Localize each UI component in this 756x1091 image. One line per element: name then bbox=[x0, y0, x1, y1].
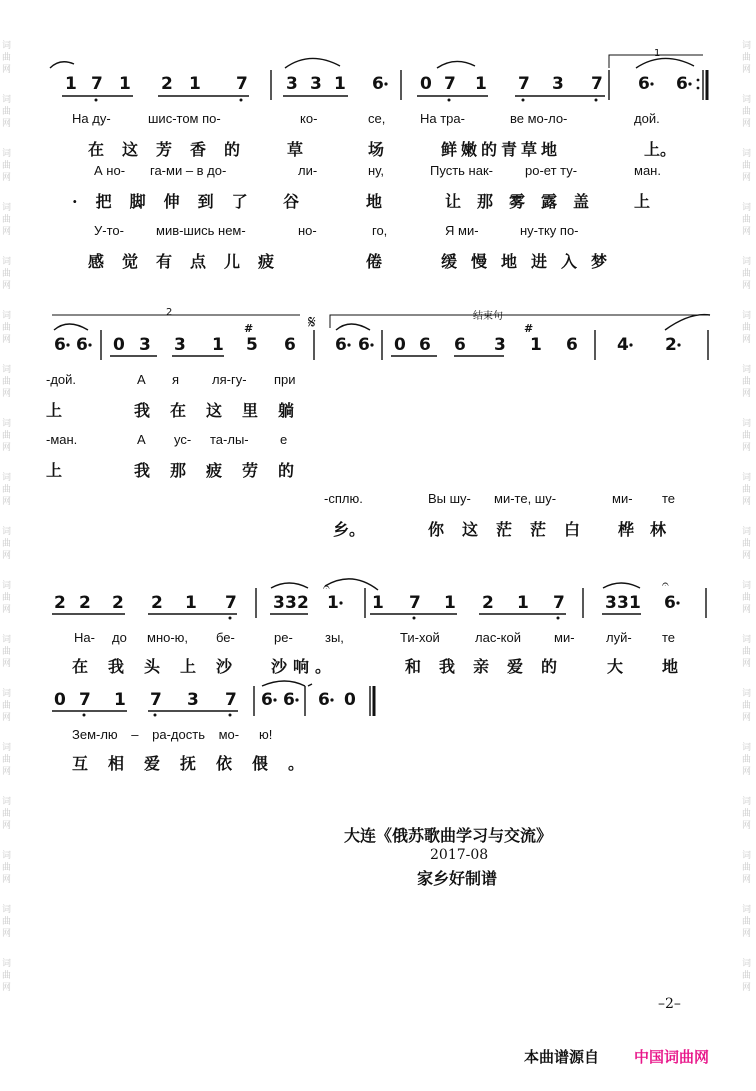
watermark-char: 网 bbox=[2, 767, 12, 777]
watermark-char: 词 bbox=[2, 95, 12, 105]
note: 1 bbox=[212, 335, 224, 355]
note: 1 bbox=[475, 74, 487, 94]
note: 3 bbox=[310, 74, 322, 94]
lyric-ru: На тра- bbox=[420, 111, 465, 126]
watermark-char: 词 bbox=[2, 41, 12, 51]
watermark-char: 网 bbox=[742, 605, 752, 615]
lyric-ru: ус- bbox=[174, 432, 192, 447]
watermark-char: 词 bbox=[2, 797, 12, 807]
credit-date: 2017-08 bbox=[430, 847, 489, 863]
lyric-zh: 上 bbox=[634, 192, 651, 211]
lyric-ru: те bbox=[662, 491, 676, 506]
watermark-char: 曲 bbox=[2, 593, 12, 603]
watermark-char: 词 bbox=[2, 635, 12, 645]
note: 6 bbox=[318, 690, 330, 710]
watermark-char: 词 bbox=[742, 797, 752, 807]
lyric-ru: те bbox=[662, 630, 676, 645]
note: 3 bbox=[494, 335, 506, 355]
lyric-zh: 沙响。 bbox=[271, 657, 338, 676]
lyric-ru: Зем-лю – ра-дость мо- bbox=[72, 727, 240, 742]
lyric-ru: дой. bbox=[634, 111, 660, 126]
note: 7 bbox=[225, 593, 237, 613]
watermark-char: 词 bbox=[2, 311, 12, 321]
lyric-ru: ко- bbox=[300, 111, 318, 126]
note: 2 bbox=[482, 593, 494, 613]
watermark-char: 网 bbox=[742, 929, 752, 939]
credit-source: 大连《俄苏歌曲学习与交流》 bbox=[344, 826, 553, 845]
note: 6 bbox=[54, 335, 66, 355]
note: 0 bbox=[54, 690, 66, 710]
note: 1 bbox=[334, 74, 346, 94]
note: 1 bbox=[530, 335, 542, 355]
fermata-sign: 𝄐 bbox=[323, 580, 330, 594]
lyric-zh: 和我亲爱的 bbox=[405, 657, 576, 676]
watermark-char: 网 bbox=[2, 983, 12, 993]
watermark-char: 网 bbox=[742, 443, 752, 453]
lyric-zh: 谷 bbox=[283, 192, 300, 211]
watermark-char: 曲 bbox=[742, 161, 752, 171]
watermark-char: 词 bbox=[2, 689, 12, 699]
watermark-char: 曲 bbox=[2, 809, 12, 819]
lyric-ru: -сплю. bbox=[324, 491, 363, 506]
watermark-char: 词 bbox=[742, 419, 752, 429]
watermark-char: 曲 bbox=[2, 161, 12, 171]
note: 6 bbox=[372, 74, 384, 94]
note: 1 bbox=[629, 593, 641, 613]
watermark-char: 网 bbox=[742, 173, 752, 183]
lyric-ru: ве мо-ло- bbox=[510, 111, 568, 126]
note: 6 bbox=[419, 335, 431, 355]
watermark-char: 曲 bbox=[742, 701, 752, 711]
fermata-sign: 𝄐 bbox=[662, 577, 669, 591]
note: 3 bbox=[174, 335, 186, 355]
note: 7 bbox=[91, 74, 103, 94]
note: 6 bbox=[664, 593, 676, 613]
watermark-char: 网 bbox=[2, 227, 12, 237]
lyric-ru: лас-кой bbox=[475, 630, 521, 645]
watermark-char: 词 bbox=[742, 959, 752, 969]
watermark-char: 网 bbox=[742, 875, 752, 885]
note: 7 bbox=[553, 593, 565, 613]
watermark-char: 网 bbox=[742, 65, 752, 75]
watermark-char: 词 bbox=[2, 959, 12, 969]
watermark-char: 曲 bbox=[2, 863, 12, 873]
lyric-ru: мив-шись нем- bbox=[156, 223, 246, 238]
lyric-ru: при bbox=[274, 372, 296, 387]
note: 7 bbox=[409, 593, 421, 613]
note: 3 bbox=[187, 690, 199, 710]
watermark-char: 网 bbox=[742, 821, 752, 831]
watermark-char: 曲 bbox=[2, 53, 12, 63]
watermark-char: 网 bbox=[2, 335, 12, 345]
watermark-char: 网 bbox=[2, 659, 12, 669]
watermark-char: 词 bbox=[742, 365, 752, 375]
note: 6 bbox=[283, 690, 295, 710]
lyric-zh: 我那疲劳的 bbox=[134, 461, 315, 480]
watermark-char: 网 bbox=[742, 713, 752, 723]
lyric-zh: 上 bbox=[46, 401, 63, 420]
volta-number: 1 bbox=[654, 48, 661, 59]
watermark-char: 曲 bbox=[742, 107, 752, 117]
watermark-char: 网 bbox=[2, 875, 12, 885]
note: 6 bbox=[284, 335, 296, 355]
watermark-char: 词 bbox=[2, 257, 12, 267]
lyric-zh: 大 bbox=[607, 657, 624, 676]
note: 2 bbox=[112, 593, 124, 613]
lyric-ru: та-лы- bbox=[210, 432, 249, 447]
lyric-ru: ля-гу- bbox=[212, 372, 247, 387]
lyric-ru: Я ми- bbox=[445, 223, 479, 238]
note: 0 bbox=[344, 690, 356, 710]
note: 7 bbox=[225, 690, 237, 710]
note: 6 bbox=[261, 690, 273, 710]
lyric-ru: ми- bbox=[554, 630, 575, 645]
source-site-link[interactable]: 中国词曲网 bbox=[634, 1048, 710, 1066]
note: 3 bbox=[605, 593, 617, 613]
lyric-zh: 地 bbox=[662, 657, 679, 676]
lyric-ru: ре- bbox=[274, 630, 293, 645]
lyric-ru: Ти-хой bbox=[400, 630, 440, 645]
watermark-char: 词 bbox=[2, 851, 12, 861]
lyric-zh: 倦 bbox=[366, 252, 383, 271]
watermark-char: 词 bbox=[2, 473, 12, 483]
watermark-char: 词 bbox=[2, 581, 12, 591]
lyric-ru: ю! bbox=[259, 727, 273, 742]
note: 1 bbox=[327, 593, 339, 613]
lyric-zh: 地 bbox=[366, 192, 383, 211]
lyric-ru: А bbox=[137, 372, 146, 387]
lyric-zh: ·把脚伸到了 bbox=[72, 192, 266, 211]
watermark-char: 网 bbox=[742, 767, 752, 777]
watermark-char: 词 bbox=[742, 851, 752, 861]
watermark-char: 曲 bbox=[742, 863, 752, 873]
watermark-char: 网 bbox=[2, 119, 12, 129]
lyric-ru: Пусть нак- bbox=[430, 163, 493, 178]
lyric-ru: се, bbox=[368, 111, 386, 126]
watermark-char: 网 bbox=[2, 821, 12, 831]
credit-author: 家乡好制谱 bbox=[417, 869, 498, 888]
watermark-char: 曲 bbox=[742, 323, 752, 333]
watermark-char: 词 bbox=[742, 95, 752, 105]
note: 1 bbox=[517, 593, 529, 613]
lyric-zh: 感觉有点儿疲 bbox=[88, 252, 293, 271]
watermark-char: 曲 bbox=[742, 971, 752, 981]
lyric-zh: 缓慢地进入梦 bbox=[441, 252, 622, 271]
watermark-char: 曲 bbox=[2, 971, 12, 981]
watermark-char: 网 bbox=[2, 443, 12, 453]
note: 1 bbox=[65, 74, 77, 94]
lyric-ru: ну-тку по- bbox=[520, 223, 579, 238]
note: 3 bbox=[273, 593, 285, 613]
sharp-sign: # bbox=[524, 322, 534, 335]
lyric-ru: ман. bbox=[634, 163, 661, 178]
lyric-ru: но- bbox=[298, 223, 317, 238]
watermark-char: 网 bbox=[2, 713, 12, 723]
watermark-char: 曲 bbox=[742, 755, 752, 765]
lyric-zh: 互相爱抚依偎。 bbox=[72, 754, 325, 773]
note: 0 bbox=[113, 335, 125, 355]
watermark-char: 曲 bbox=[2, 269, 12, 279]
page-number: –2– bbox=[658, 996, 681, 1012]
source-label: 本曲谱源自 bbox=[524, 1048, 600, 1066]
watermark-char: 词 bbox=[742, 581, 752, 591]
note: 2 bbox=[665, 335, 677, 355]
lyric-zh: 我在这里躺 bbox=[134, 401, 315, 420]
watermark-char: 曲 bbox=[2, 431, 12, 441]
note: 2 bbox=[161, 74, 173, 94]
watermark-char: 网 bbox=[742, 119, 752, 129]
note: 6 bbox=[566, 335, 578, 355]
lyric-ru: го, bbox=[372, 223, 388, 238]
watermark-char: 曲 bbox=[742, 377, 752, 387]
lyric-zh: 草 bbox=[287, 140, 304, 159]
lyric-ru: У-то- bbox=[94, 223, 124, 238]
lyric-zh: 上 bbox=[46, 461, 63, 480]
lyric-ru: На- bbox=[74, 630, 95, 645]
note: 1 bbox=[119, 74, 131, 94]
watermark-char: 曲 bbox=[742, 593, 752, 603]
watermark-char: 曲 bbox=[742, 485, 752, 495]
watermark-char: 曲 bbox=[742, 539, 752, 549]
watermark-char: 词 bbox=[742, 527, 752, 537]
watermark-char: 曲 bbox=[742, 431, 752, 441]
watermark-char: 曲 bbox=[742, 215, 752, 225]
note: 2 bbox=[54, 593, 66, 613]
lyric-zh: 在这芳香的 bbox=[88, 140, 259, 159]
watermark-char: 词 bbox=[2, 365, 12, 375]
watermark-char: 曲 bbox=[2, 107, 12, 117]
watermark-char: 词 bbox=[742, 635, 752, 645]
lyric-ru: А но- bbox=[94, 163, 126, 178]
note: 7 bbox=[236, 74, 248, 94]
note: 3 bbox=[617, 593, 629, 613]
lyric-ru: я bbox=[172, 372, 180, 387]
note: 7 bbox=[79, 690, 91, 710]
lyric-ru: до bbox=[112, 630, 127, 645]
lyric-zh: 乡。 bbox=[333, 520, 366, 539]
watermark-char: 网 bbox=[2, 389, 12, 399]
watermark-char: 曲 bbox=[742, 917, 752, 927]
sharp-sign: # bbox=[244, 322, 254, 335]
watermark-char: 网 bbox=[2, 929, 12, 939]
note: 3 bbox=[552, 74, 564, 94]
lyric-ru: ро-ет ту- bbox=[525, 163, 578, 178]
watermark-char: 词 bbox=[742, 41, 752, 51]
watermark-char: 词 bbox=[742, 257, 752, 267]
note: 0 bbox=[420, 74, 432, 94]
lyric-ru: ну, bbox=[368, 163, 384, 178]
watermark-char: 曲 bbox=[742, 53, 752, 63]
watermark-char: 网 bbox=[742, 389, 752, 399]
lyric-ru: А bbox=[137, 432, 146, 447]
lyric-ru: зы, bbox=[325, 630, 344, 645]
watermark-char: 曲 bbox=[2, 755, 12, 765]
watermark-char: 词 bbox=[2, 743, 12, 753]
watermark-char: 词 bbox=[742, 905, 752, 915]
watermark-char: 词 bbox=[742, 743, 752, 753]
lyric-ru: бе- bbox=[216, 630, 235, 645]
watermark-char: 网 bbox=[2, 551, 12, 561]
watermark-char: 网 bbox=[742, 551, 752, 561]
note: 7 bbox=[150, 690, 162, 710]
watermark-char: 曲 bbox=[2, 215, 12, 225]
watermark-char: 词 bbox=[742, 311, 752, 321]
lyric-zh: 桦林 bbox=[618, 520, 683, 539]
watermark-char: 曲 bbox=[2, 647, 12, 657]
watermark-char: 曲 bbox=[742, 809, 752, 819]
volta-number: 2 bbox=[166, 307, 173, 318]
note: 3 bbox=[139, 335, 151, 355]
note: 2 bbox=[79, 593, 91, 613]
watermark-char: 词 bbox=[2, 527, 12, 537]
watermark-char: 网 bbox=[2, 173, 12, 183]
note: 1 bbox=[114, 690, 126, 710]
note: 1 bbox=[444, 593, 456, 613]
lyric-ru: луй- bbox=[606, 630, 632, 645]
lyric-ru: -дой. bbox=[46, 372, 77, 387]
segno-sign: 𝄋 bbox=[308, 312, 316, 333]
note: 1 bbox=[372, 593, 384, 613]
note: 6 bbox=[638, 74, 650, 94]
lyric-ru: На ду- bbox=[72, 111, 111, 126]
watermark-char: 词 bbox=[742, 203, 752, 213]
lyric-ru: ли- bbox=[298, 163, 318, 178]
watermark-char: 网 bbox=[742, 659, 752, 669]
watermark-char: 曲 bbox=[742, 269, 752, 279]
lyric-zh: 让那雾露盖 bbox=[445, 192, 606, 211]
watermark-char: 词 bbox=[2, 419, 12, 429]
lyric-zh: 上。 bbox=[644, 140, 677, 159]
note: 7 bbox=[444, 74, 456, 94]
lyric-ru: ми- bbox=[612, 491, 633, 506]
note: 6 bbox=[335, 335, 347, 355]
watermark-char: 曲 bbox=[2, 539, 12, 549]
note: 3 bbox=[286, 74, 298, 94]
watermark-char: 网 bbox=[742, 227, 752, 237]
watermark-char: 曲 bbox=[742, 647, 752, 657]
note: 7 bbox=[518, 74, 530, 94]
watermark-char: 曲 bbox=[2, 701, 12, 711]
watermark-char: 网 bbox=[742, 497, 752, 507]
note: 7 bbox=[591, 74, 603, 94]
watermark-char: 网 bbox=[2, 605, 12, 615]
watermark-char: 词 bbox=[2, 905, 12, 915]
lyric-zh: 鲜嫩的青草地 bbox=[441, 140, 562, 159]
lyric-ru: -ман. bbox=[46, 432, 78, 447]
watermark-char: 曲 bbox=[2, 323, 12, 333]
note: 6 bbox=[76, 335, 88, 355]
lyric-ru: шис-том по- bbox=[148, 111, 221, 126]
lyric-zh: 场 bbox=[368, 140, 385, 159]
watermark-char: 网 bbox=[742, 335, 752, 345]
watermark-char: 词 bbox=[742, 689, 752, 699]
watermark-char: 曲 bbox=[2, 917, 12, 927]
watermark-char: 网 bbox=[742, 983, 752, 993]
watermark-char: 网 bbox=[2, 281, 12, 291]
lyric-ru: Вы шу- bbox=[428, 491, 471, 506]
note: 3 bbox=[285, 593, 297, 613]
ending-label: 结束句 bbox=[473, 311, 503, 322]
watermark-char: 网 bbox=[2, 497, 12, 507]
note: 5 bbox=[246, 335, 258, 355]
lyric-ru: ми-те, шу- bbox=[494, 491, 557, 506]
lyric-ru: га-ми – в до- bbox=[150, 163, 227, 178]
note: 0 bbox=[394, 335, 406, 355]
lyric-zh: 在我头上沙 bbox=[72, 657, 253, 676]
note: 4 bbox=[617, 335, 629, 355]
lyric-ru: е bbox=[280, 432, 288, 447]
note: 2 bbox=[151, 593, 163, 613]
watermark-char: 词 bbox=[2, 149, 12, 159]
note: 6 bbox=[676, 74, 688, 94]
lyric-ru: мно-ю, bbox=[147, 630, 189, 645]
watermark-char: 网 bbox=[742, 281, 752, 291]
note: 1 bbox=[189, 74, 201, 94]
note: 6 bbox=[454, 335, 466, 355]
note: 1 bbox=[185, 593, 197, 613]
watermark-char: 词 bbox=[2, 203, 12, 213]
note: 6 bbox=[358, 335, 370, 355]
watermark-char: 词 bbox=[742, 149, 752, 159]
watermark-char: 网 bbox=[2, 65, 12, 75]
watermark-char: 曲 bbox=[2, 485, 12, 495]
watermark-char: 曲 bbox=[2, 377, 12, 387]
watermark-char: 词 bbox=[742, 473, 752, 483]
lyric-zh: 你这茫茫白 bbox=[428, 520, 599, 539]
note: 2 bbox=[297, 593, 309, 613]
